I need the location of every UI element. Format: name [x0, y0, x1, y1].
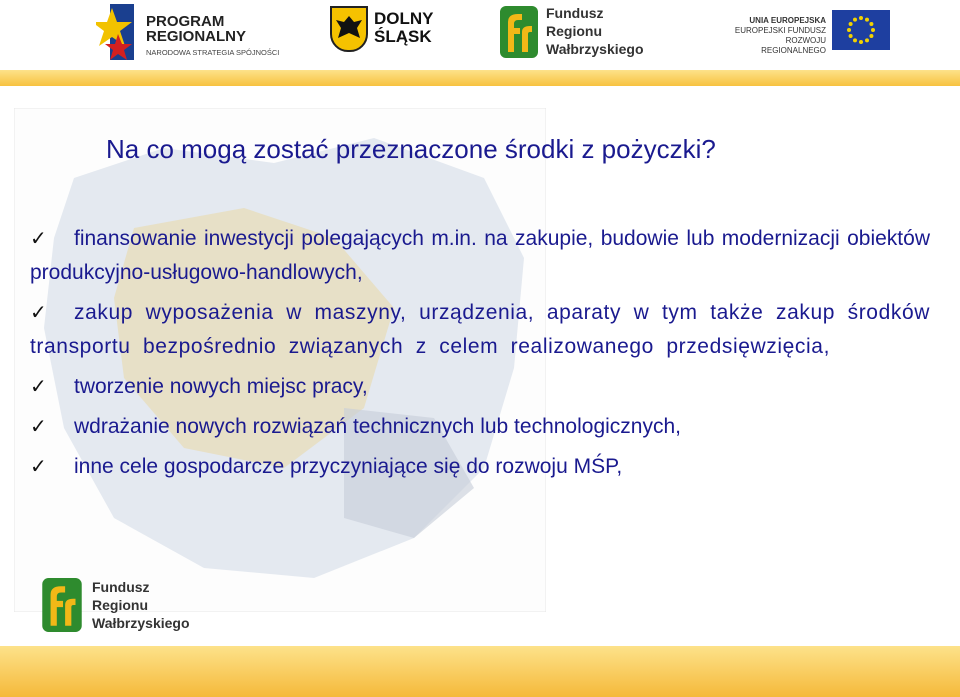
header: [0, 0, 960, 70]
slide-title: Na co mogą zostać przeznaczone środki z pożyczki?: [106, 134, 716, 164]
unia-europejska-logo: [726, 10, 896, 56]
eagle-shield-icon: [330, 6, 368, 52]
checkmark-icon: ✓: [30, 416, 47, 438]
checkmark-icon: ✓: [30, 376, 47, 398]
fundusz-regionu-logo: [500, 4, 650, 62]
eu-logo-text: UNIA EUROPEJSKA EUROPEJSKI FUNDUSZ ROZWOJU REGIONALNEGO: [734, 16, 826, 55]
list-item: ✓ wdrażanie nowych rozwiązań technicznych lub technologicznych,: [30, 410, 930, 444]
footer-fundusz-logo: [42, 576, 192, 638]
list-item: ✓ inne cele gospodarcze przyczyniające się do rozwoju MŚP,: [30, 450, 930, 484]
star-icon: [96, 4, 136, 60]
program-regionalny-logo: [96, 4, 280, 62]
checkmark-icon: ✓: [30, 302, 48, 324]
footer-fundusz-text: Fundusz Regionu Wałbrzyskiego: [92, 579, 190, 631]
checkmark-icon: ✓: [30, 228, 47, 250]
dolny-slask-text: DOLNY ŚLĄSK: [374, 9, 434, 46]
fr-logo-icon: [500, 6, 538, 58]
dolny-slask-logo: [330, 6, 450, 56]
program-logo-subtitle: NARODOWA STRATEGIA SPÓJNOŚCI: [146, 48, 280, 57]
list-item: ✓ finansowanie inwestycji polegających m.in. na zakupie, budowie lub modernizacji obiektów produkcyjno-usługowo-handlowych,: [30, 222, 930, 290]
bullet-list: [30, 222, 930, 484]
program-logo-text: PROGRAM REGIONALNY: [146, 13, 247, 45]
eu-flag-icon: [832, 10, 890, 50]
checkmark-icon: ✓: [30, 456, 47, 478]
fundusz-logo-text: Fundusz Regionu Wałbrzyskiego: [546, 5, 644, 57]
list-item: ✓ zakup wyposażenia w maszyny, urządzenia, aparaty w tym także zakup środków transportu bezpośrednio związanych z celem realizowanego przedsięwzięcia,: [30, 296, 930, 364]
list-item: ✓ tworzenie nowych miejsc pracy,: [30, 370, 930, 404]
top-decorative-bar: [0, 70, 960, 86]
fr-logo-icon: [42, 578, 82, 632]
bottom-decorative-bar: [0, 646, 960, 697]
